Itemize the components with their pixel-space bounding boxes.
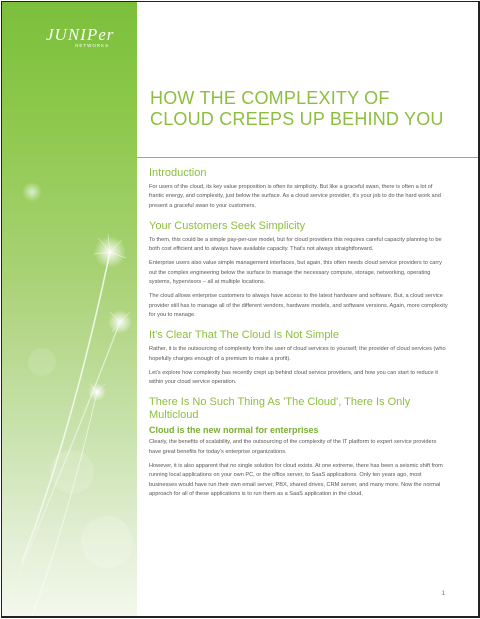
paragraph-multicloud-1: Clearly, the benefits of scalability, and the outsourcing of the complexity of the IT platform to expert service providers have great benefits for today's enterprise organizations. bbox=[149, 439, 437, 455]
heading-customers-seek-simplicity: Your Customers Seek Simplicity bbox=[149, 219, 306, 232]
heading-introduction: Introduction bbox=[149, 167, 207, 179]
paragraph-clear-1: Rather, it is the outsourcing of complexity from the user of cloud services to yourself, the provider of cloud services (who hopefully charges enough of a premium to make a profit). bbox=[149, 346, 446, 362]
sidebar-photo bbox=[2, 2, 137, 616]
dandelion-seed-illustration bbox=[2, 2, 137, 616]
paragraph-multicloud-2: However, it is also apparent that no single solution for cloud exists. At one extreme, there has been a seismic shift from running local applications on your own PC, or the office server, to SaaS applications. Only ten years ago, most businesses would have run their own email server, PBX, shared drives, CRM server, and many more. Now the normal approach for all of these applications is to run them as a SaaS application in the cloud. bbox=[149, 463, 443, 497]
article-body bbox=[149, 167, 449, 504]
paragraph-seek-1: To them, this could be a simple pay-per-use model, but for cloud providers this requires careful capacity planning to be both cost efficient and to always have available capacity. That's not always straightforward. bbox=[149, 236, 442, 253]
paragraph-intro: For users of the cloud, its key value proposition is often its simplicity. But like a graceful swan, there is often a lot of frantic energy, and complexity, just below the surface. As a cloud service provider, it's your job to do the hard work and present a graceful swan to your customers. bbox=[149, 184, 441, 209]
page-title: HOW THE COMPLEXITY OF CLOUD CREEPS UP BEHIND YOU bbox=[150, 88, 444, 129]
header-band bbox=[137, 2, 478, 157]
logo-subtext: NETWORKS bbox=[75, 43, 110, 48]
document-page bbox=[1, 1, 480, 618]
subheading-new-normal: Cloud is the new normal for enterprises bbox=[149, 425, 319, 436]
paragraph-clear-2: Let's explore how complexity has recently crept up behind cloud service providers, and how you can start to reduce it within your cloud service operation. bbox=[149, 369, 438, 386]
logo-wordmark: JUNIPer bbox=[46, 25, 115, 44]
title-divider bbox=[137, 157, 478, 158]
juniper-logo bbox=[46, 26, 114, 49]
paragraph-seek-3: The cloud allows enterprise customers to always have access to the latest hardware and software. But, a cloud service provider still has to manage all of the different vendors, hardware models, and software versions. Again, more complexity for you to manage. bbox=[149, 293, 448, 318]
heading-cloud-not-simple: It's Clear That The Cloud Is Not Simple bbox=[149, 329, 339, 342]
page-number: 1 bbox=[441, 591, 445, 597]
paragraph-seek-2: Enterprise users also value simple management interfaces, but again, this often needs cloud service providers to carry out the complex engineering below the surface to manage the necessary compute, storage, networking, operating systems, hypervisors – all at multiple locations. bbox=[149, 260, 442, 286]
heading-multicloud: There Is No Such Thing As 'The Cloud', There Is Only Multicloud bbox=[149, 396, 411, 422]
